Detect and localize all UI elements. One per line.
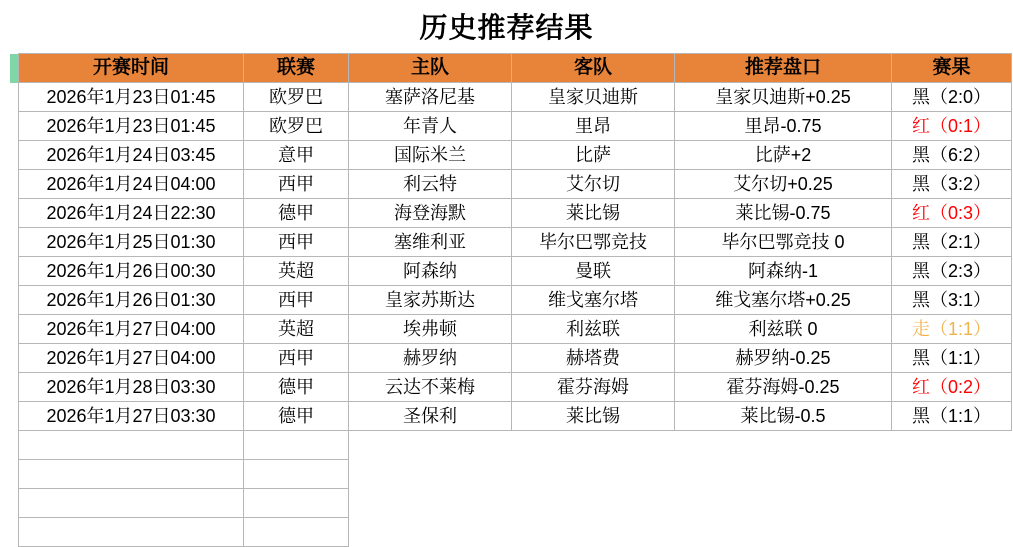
cell-home-team[interactable]: 海登海默 [349,199,512,228]
cell-pick[interactable]: 莱比锡-0.75 [675,199,892,228]
row-lead-cell [10,257,19,286]
table-row [10,373,1012,402]
cell-pick[interactable]: 阿森纳-1 [675,257,892,286]
empty-cell[interactable] [349,431,512,460]
cell-result[interactable]: 红（0:1） [892,112,1012,141]
row-lead-cell [10,344,19,373]
cell-pick[interactable]: 艾尔切+0.25 [675,170,892,199]
cell-time[interactable]: 2026年1月24日04:00 [19,170,244,199]
cell-home-team[interactable]: 赫罗纳 [349,344,512,373]
cell-league[interactable]: 英超 [244,315,349,344]
cell-home-team[interactable]: 阿森纳 [349,257,512,286]
table-row [10,315,1012,344]
cell-result[interactable]: 黑（3:2） [892,170,1012,199]
header-row [10,54,1012,83]
empty-cell[interactable] [349,518,512,547]
empty-cell[interactable] [892,460,1012,489]
column-header-home[interactable]: 主队 [349,54,512,83]
cell-result[interactable]: 红（0:2） [892,373,1012,402]
cell-league[interactable]: 西甲 [244,228,349,257]
empty-row [10,518,1012,547]
cell-league[interactable]: 德甲 [244,373,349,402]
empty-cell[interactable] [19,431,244,460]
row-lead-cell [10,402,19,431]
cell-away-team[interactable]: 艾尔切 [512,170,675,199]
cell-league[interactable]: 西甲 [244,170,349,199]
row-lead-cell [10,286,19,315]
cell-league[interactable]: 欧罗巴 [244,112,349,141]
empty-cell[interactable] [244,489,349,518]
cell-result[interactable]: 黑（1:1） [892,402,1012,431]
cell-time[interactable]: 2026年1月26日01:30 [19,286,244,315]
cell-time[interactable]: 2026年1月27日04:00 [19,315,244,344]
empty-cell[interactable] [675,518,892,547]
cell-away-team[interactable]: 维戈塞尔塔 [512,286,675,315]
cell-time[interactable]: 2026年1月23日01:45 [19,112,244,141]
cell-result[interactable]: 黑（6:2） [892,141,1012,170]
table-row [10,257,1012,286]
table-row [10,286,1012,315]
cell-pick[interactable]: 比萨+2 [675,141,892,170]
column-header-away[interactable]: 客队 [512,54,675,83]
row-lead-cell [10,518,19,547]
cell-pick[interactable]: 赫罗纳-0.25 [675,344,892,373]
cell-away-team[interactable]: 毕尔巴鄂竞技 [512,228,675,257]
cell-time[interactable]: 2026年1月27日03:30 [19,402,244,431]
cell-result[interactable]: 黑（2:0） [892,83,1012,112]
empty-cell[interactable] [349,460,512,489]
table-row [10,228,1012,257]
cell-home-team[interactable]: 利云特 [349,170,512,199]
empty-cell[interactable] [19,518,244,547]
empty-cell[interactable] [675,489,892,518]
row-lead-cell [10,170,19,199]
cell-league[interactable]: 德甲 [244,402,349,431]
cell-home-team[interactable]: 年青人 [349,112,512,141]
cell-home-team[interactable]: 埃弗顿 [349,315,512,344]
empty-row [10,431,1012,460]
cell-home-team[interactable]: 国际米兰 [349,141,512,170]
row-lead-cell [10,141,19,170]
cell-away-team[interactable]: 赫塔费 [512,344,675,373]
empty-cell[interactable] [512,460,675,489]
empty-cell[interactable] [19,489,244,518]
table-row [10,112,1012,141]
column-header-league[interactable]: 联赛 [244,54,349,83]
cell-time[interactable]: 2026年1月25日01:30 [19,228,244,257]
empty-cell[interactable] [892,489,1012,518]
header-accent-cell [10,54,19,83]
table-row [10,170,1012,199]
row-lead-cell [10,83,19,112]
cell-home-team[interactable]: 圣保利 [349,402,512,431]
row-lead-cell [10,315,19,344]
cell-pick[interactable]: 维戈塞尔塔+0.25 [675,286,892,315]
empty-cell[interactable] [512,489,675,518]
cell-home-team[interactable]: 塞维利亚 [349,228,512,257]
cell-pick[interactable]: 里昂-0.75 [675,112,892,141]
row-lead-cell [10,460,19,489]
cell-league[interactable]: 西甲 [244,344,349,373]
empty-cell[interactable] [244,518,349,547]
empty-cell[interactable] [892,518,1012,547]
cell-away-team[interactable]: 比萨 [512,141,675,170]
cell-away-team[interactable]: 曼联 [512,257,675,286]
table-container [0,53,1013,547]
table-header [10,54,1012,83]
column-header-time[interactable]: 开赛时间 [19,54,244,83]
row-lead-cell [10,431,19,460]
cell-away-team[interactable]: 莱比锡 [512,402,675,431]
page-title: 历史推荐结果 [419,12,594,43]
cell-away-team[interactable]: 霍芬海姆 [512,373,675,402]
cell-away-team[interactable]: 利兹联 [512,315,675,344]
empty-row [10,460,1012,489]
cell-time[interactable]: 2026年1月23日01:45 [19,83,244,112]
empty-cell[interactable] [512,518,675,547]
empty-cell[interactable] [349,489,512,518]
table-body [10,83,1012,547]
cell-time[interactable]: 2026年1月26日00:30 [19,257,244,286]
cell-pick[interactable]: 霍芬海姆-0.25 [675,373,892,402]
row-lead-cell [10,373,19,402]
row-lead-cell [10,228,19,257]
column-header-pick[interactable]: 推荐盘口 [675,54,892,83]
cell-result[interactable]: 黑（2:1） [892,228,1012,257]
empty-cell[interactable] [892,431,1012,460]
cell-league[interactable]: 西甲 [244,286,349,315]
cell-pick[interactable]: 皇家贝迪斯+0.25 [675,83,892,112]
cell-result[interactable]: 黑（2:3） [892,257,1012,286]
cell-away-team[interactable]: 莱比锡 [512,199,675,228]
cell-away-team[interactable]: 皇家贝迪斯 [512,83,675,112]
cell-result[interactable]: 红（0:3） [892,199,1012,228]
cell-away-team[interactable]: 里昂 [512,112,675,141]
empty-cell[interactable] [675,460,892,489]
cell-result[interactable]: 黑（3:1） [892,286,1012,315]
cell-pick[interactable]: 利兹联 0 [675,315,892,344]
cell-pick[interactable]: 毕尔巴鄂竞技 0 [675,228,892,257]
cell-result[interactable]: 黑（1:1） [892,344,1012,373]
cell-league[interactable]: 欧罗巴 [244,83,349,112]
cell-home-team[interactable]: 云达不莱梅 [349,373,512,402]
row-lead-cell [10,199,19,228]
cell-time[interactable]: 2026年1月24日03:45 [19,141,244,170]
empty-cell[interactable] [675,431,892,460]
empty-cell[interactable] [19,460,244,489]
empty-cell[interactable] [512,431,675,460]
cell-league[interactable]: 英超 [244,257,349,286]
row-lead-cell [10,489,19,518]
cell-time[interactable]: 2026年1月24日22:30 [19,199,244,228]
table-row [10,83,1012,112]
row-lead-cell [10,112,19,141]
cell-home-team[interactable]: 皇家苏斯达 [349,286,512,315]
table-row [10,199,1012,228]
empty-row [10,489,1012,518]
cell-result[interactable]: 走（1:1） [892,315,1012,344]
table-row [10,344,1012,373]
history-results-table [10,53,1012,547]
cell-league[interactable]: 德甲 [244,199,349,228]
cell-time[interactable]: 2026年1月28日03:30 [19,373,244,402]
cell-league[interactable]: 意甲 [244,141,349,170]
cell-pick[interactable]: 莱比锡-0.5 [675,402,892,431]
table-row [10,141,1012,170]
cell-time[interactable]: 2026年1月27日04:00 [19,344,244,373]
column-header-result[interactable]: 赛果 [892,54,1012,83]
empty-cell[interactable] [244,431,349,460]
cell-home-team[interactable]: 塞萨洛尼基 [349,83,512,112]
table-row [10,402,1012,431]
empty-cell[interactable] [244,460,349,489]
